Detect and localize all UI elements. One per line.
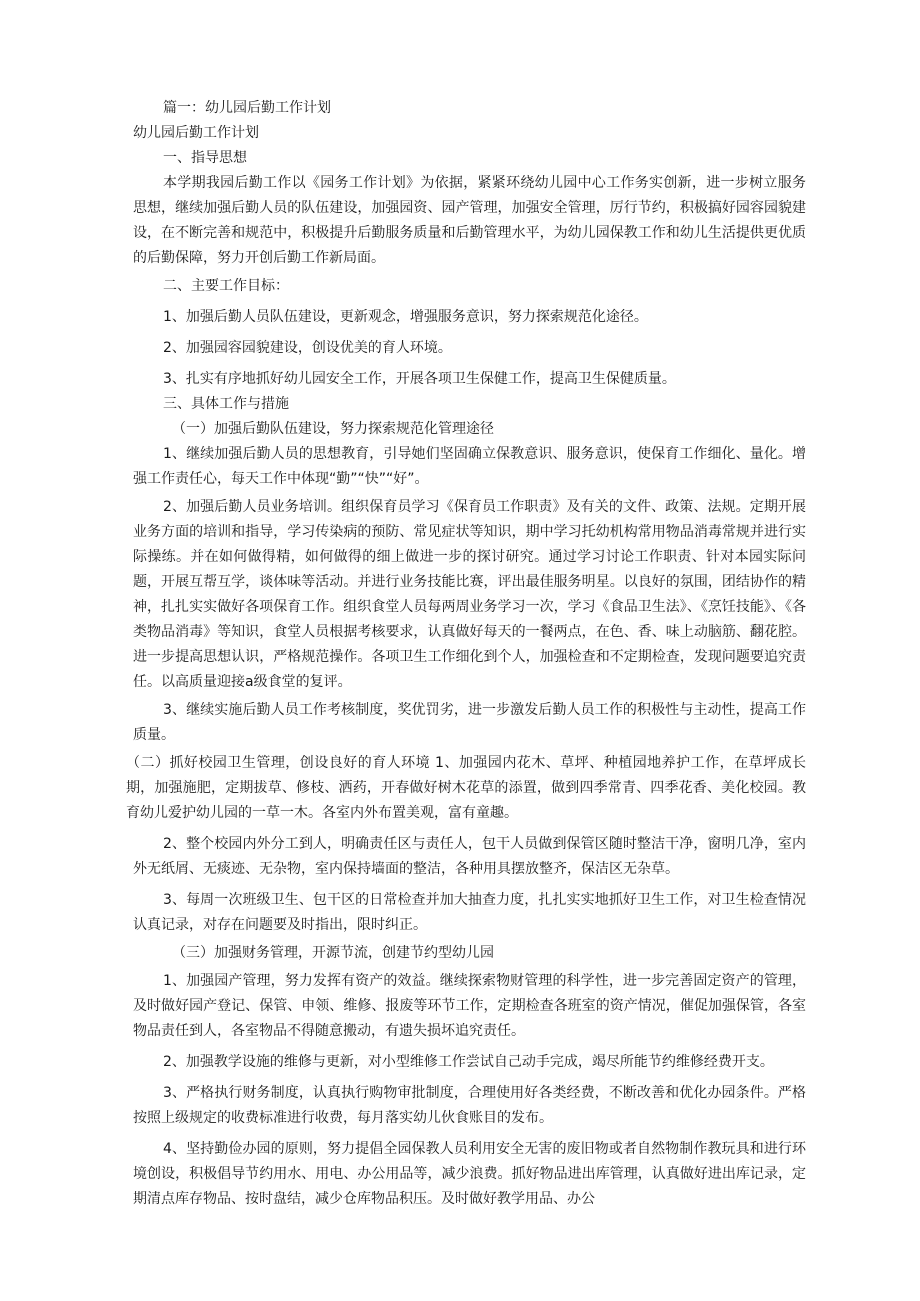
measure-item: 1、加强园产管理，努力发挥有资产的效益。继续探索物财管理的科学性，进一步完善固定资产的管理，及时做好园产登记、保管、申领、维修、报废等环节工作，定期检查各班室的资产情况，催促加强保管，各室物品责任到人，各室物品不得随意搬动，有遗失损坏追究责任。 bbox=[133, 973, 806, 1039]
measure-item: 4、坚持勤俭办园的原则，努力提倡全园保教人员利用安全无害的废旧物或者自然物制作教玩具和进行环境创设，积极倡导节约用水、用电、办公用品等，减少浪费。抓好物品进出库管理，认真做好进出库记录，定期清点库存物品、按时盘结，减少仓库物品积压。及时做好教学用品、办公 bbox=[133, 1141, 806, 1207]
measure-item: 3、严格执行财务制度，认真执行购物审批制度，合理使用好各类经费，不断改善和优化办园条件。严格按照上级规定的收费标准进行收费，每月落实幼儿伙食账目的发布。 bbox=[133, 1085, 806, 1126]
goal-item: 3、扎实有序地抓好幼儿园安全工作，开展各项卫生保健工作，提高卫生保健质量。 bbox=[163, 371, 676, 387]
main-title: 幼儿园后勤工作计划 bbox=[133, 125, 259, 141]
measure-item: 3、继续实施后勤人员工作考核制度，奖优罚劣，进一步激发后勤人员工作的积极性与主动性，提高工作质量。 bbox=[133, 702, 806, 743]
measure-item: 2、整个校园内外分工到人，明确责任区与责任人，包干人员做到保管区随时整洁干净，窗明几净，室内外无纸屑、无痰迹、无杂物，室内保持墙面的整洁，各种用具摆放整齐，保洁区无杂草。 bbox=[133, 836, 806, 877]
measure-item: 2、加强教学设施的维修与更新，对小型维修工作尝试自己动手完成，竭尽所能节约维修经费开支。 bbox=[163, 1054, 774, 1070]
section-heading-guiding-ideology: 一、指导思想 bbox=[163, 150, 247, 166]
goal-item: 1、加强后勤人员队伍建设，更新观念，增强服务意识，努力探索规范化途径。 bbox=[163, 309, 648, 325]
goal-item: 2、加强园容园貌建设，创设优美的育人环境。 bbox=[163, 340, 452, 356]
measure-item: 1、继续加强后勤人员的思想教育，引导她们坚固确立保教意识、服务意识，使保育工作细化、量化。增强工作责任心，每天工作中体现“勤”“快”“好”。 bbox=[133, 446, 806, 487]
subsection-heading-finance: （三）加强财务管理，开源节流，创建节约型幼儿园 bbox=[172, 945, 494, 961]
document-body bbox=[126, 96, 806, 1212]
header-title: 篇一：幼儿园后勤工作计划 bbox=[163, 100, 331, 116]
section-heading-main-goals: 二、主要工作目标： bbox=[163, 278, 289, 294]
section-heading-measures: 三、具体工作与措施 bbox=[163, 396, 289, 412]
measure-item: 3、每周一次班级卫生、包干区的日常检查并加大抽查力度，扎扎实实地抓好卫生工作，对卫生检查情况认真记录，对存在问题要及时指出，限时纠正。 bbox=[133, 892, 806, 933]
subsection-heading-team-building: （一）加强后勤队伍建设，努力探索规范化管理途径 bbox=[172, 421, 494, 437]
subsection-lead-hygiene: （二）抓好校园卫生管理，创设良好的育人环境 1、加强园内花木、草坪、种植园地养护工作，在草坪成长期，加强施肥，定期拔草、修枝、洒药，开春做好树木花草的添置，做到四季常青、四季花香、美化校园。教育幼儿爱护幼儿园的一草一木。各室内外布置美观，富有童趣。 bbox=[126, 755, 806, 821]
measure-item: 2、加强后勤人员业务培训。组织保育员学习《保育员工作职责》及有关的文件、政策、法规。定期开展业务方面的培训和指导，学习传染病的预防、常见症状等知识，期中学习托幼机构常用物品消毒常规并进行实际操练。并在如何做得精，如何做得的细上做进一步的探讨研究。通过学习讨论工作职责、针对本园实际问题，开展互帮互学，谈体味等活动。并进行业务技能比赛，评出最佳服务明星。以良好的氛围，团结协作的精神，扎扎实实做好各项保育工作。组织食堂人员每两周业务学习一次，学习《食品卫生法》、《烹饪技能》、《各类物品消毒》等知识，食堂人员根据考核要求，认真做好每天的一餐两点，在色、香、味上动脑筋、翻花腔。进一步提高思想认识，严格规范操作。各项卫生工作细化到个人，加强检查和不定期检查，发现问题要追究责任。以高质量迎接a级食堂的复评。 bbox=[133, 499, 806, 690]
paragraph-guiding-ideology: 本学期我园后勤工作以《园务工作计划》为依据，紧紧环绕幼儿园中心工作务实创新，进一步树立服务思想，继续加强后勤人员的队伍建设，加强园资、园产管理，加强安全管理，厉行节约，积极搞好园容园貌建设，在不断完善和规范中，积极提升后勤服务质量和后勤管理水平，为幼儿园保教工作和幼儿生活提供更优质的后勤保障，努力开创后勤工作新局面。 bbox=[133, 175, 806, 266]
